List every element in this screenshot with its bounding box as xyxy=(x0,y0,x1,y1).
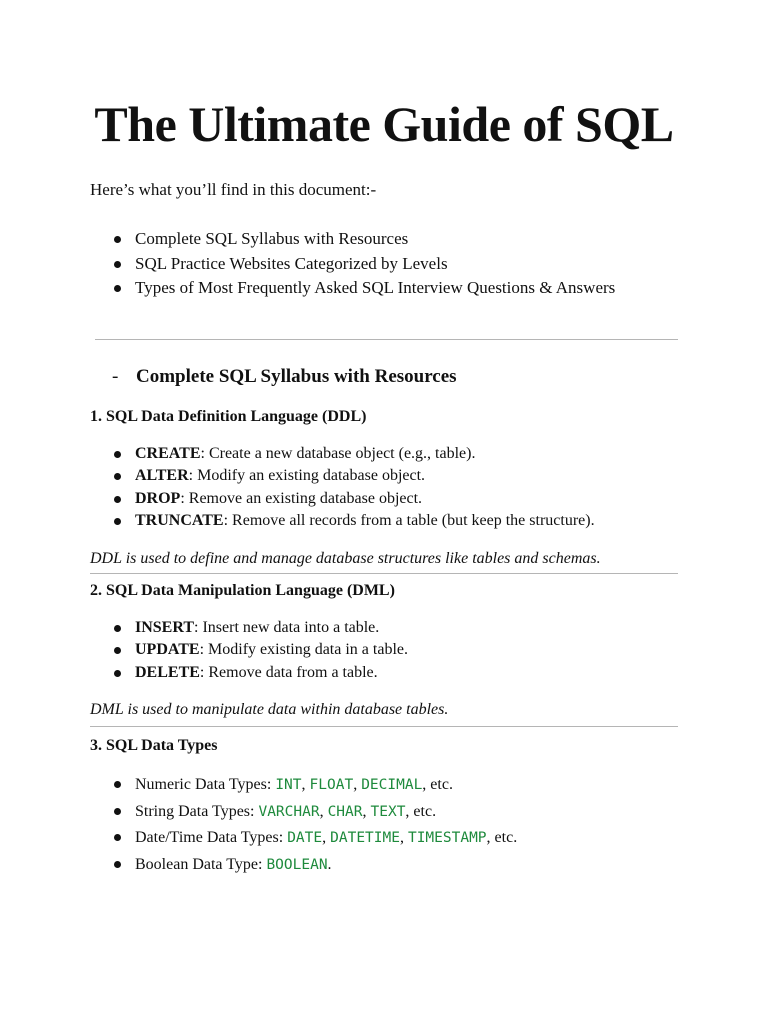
list-item xyxy=(90,510,678,533)
dml-heading: 2. SQL Data Manipulation Language (DML) xyxy=(90,581,395,599)
term: INSERT xyxy=(135,618,195,636)
code-keyword: DATETIME xyxy=(330,830,400,846)
term: ALTER xyxy=(135,467,189,484)
dml-note: DML is used to manipulate data within database tables. xyxy=(90,701,449,718)
section-heading xyxy=(90,364,678,390)
list-item: String Data Types: VARCHAR, CHAR, TEXT, etc. xyxy=(90,799,678,826)
document-title: The Ultimate Guide of SQL xyxy=(94,96,674,152)
definition: : Remove data from a table. xyxy=(199,663,378,681)
type-label: String Data Types: xyxy=(135,802,259,820)
list-item: Boolean Data Type: BOOLEAN. xyxy=(90,852,678,879)
type-label: Boolean Data Type: xyxy=(135,855,267,873)
code-keyword: CHAR xyxy=(327,803,363,820)
divider xyxy=(90,573,678,574)
code-keyword: TIMESTAMP xyxy=(407,830,487,846)
code-keyword: DECIMAL xyxy=(361,777,423,793)
toc-item: SQL Practice Websites Categorized by Levels xyxy=(90,252,678,277)
definition: : Create a new database object (e.g., table). xyxy=(200,444,476,462)
divider xyxy=(95,339,678,340)
type-label: Date/Time Data Types: xyxy=(135,829,288,846)
type-label: Numeric Data Types: xyxy=(135,776,276,793)
term: DELETE xyxy=(135,663,200,681)
ddl-note: DDL is used to define and manage database structures like tables and schemas. xyxy=(90,549,601,567)
list-item xyxy=(90,443,678,466)
dml-list xyxy=(90,617,678,685)
definition: : Insert new data into a table. xyxy=(194,618,380,636)
term: TRUNCATE xyxy=(135,512,224,529)
list-item: Date/Time Data Types: DATE, DATETIME, TIMESTAMP, etc. xyxy=(90,825,678,852)
divider xyxy=(90,726,678,727)
list-item xyxy=(90,662,678,685)
code-keyword: VARCHAR xyxy=(258,803,320,820)
toc-item: Types of Most Frequently Asked SQL Interview Questions & Answers xyxy=(90,276,678,301)
ddl-list xyxy=(90,443,678,533)
list-item xyxy=(90,617,678,640)
definition: : Remove all records from a table (but keep the structure). xyxy=(223,512,595,529)
term: DROP xyxy=(135,489,181,507)
toc-item: Complete SQL Syllabus with Resources xyxy=(90,227,678,252)
list-item xyxy=(90,488,678,511)
code-keyword: DATE xyxy=(287,830,323,846)
list-item xyxy=(90,465,678,488)
toc-list xyxy=(90,227,678,301)
data-types-list xyxy=(90,772,678,878)
ddl-heading: 1. SQL Data Definition Language (DDL) xyxy=(90,407,367,425)
definition: : Modify existing data in a table. xyxy=(199,641,408,658)
code-keyword: TEXT xyxy=(370,803,406,820)
list-item: Numeric Data Types: INT, FLOAT, DECIMAL, etc. xyxy=(90,772,678,799)
code-keyword: INT xyxy=(275,777,302,793)
section-dash: - xyxy=(112,365,119,387)
section-title: Complete SQL Syllabus with Resources xyxy=(136,365,457,387)
intro-text: Here’s what you’ll find in this document:- xyxy=(90,180,377,199)
definition: : Remove an existing database object. xyxy=(180,489,423,507)
data-types-heading: 3. SQL Data Types xyxy=(90,737,218,754)
term: CREATE xyxy=(135,444,201,462)
list-item xyxy=(90,639,678,662)
code-keyword: BOOLEAN xyxy=(266,856,328,873)
definition: : Modify an existing database object. xyxy=(188,467,426,484)
term: UPDATE xyxy=(135,641,200,658)
code-keyword: FLOAT xyxy=(309,777,354,793)
